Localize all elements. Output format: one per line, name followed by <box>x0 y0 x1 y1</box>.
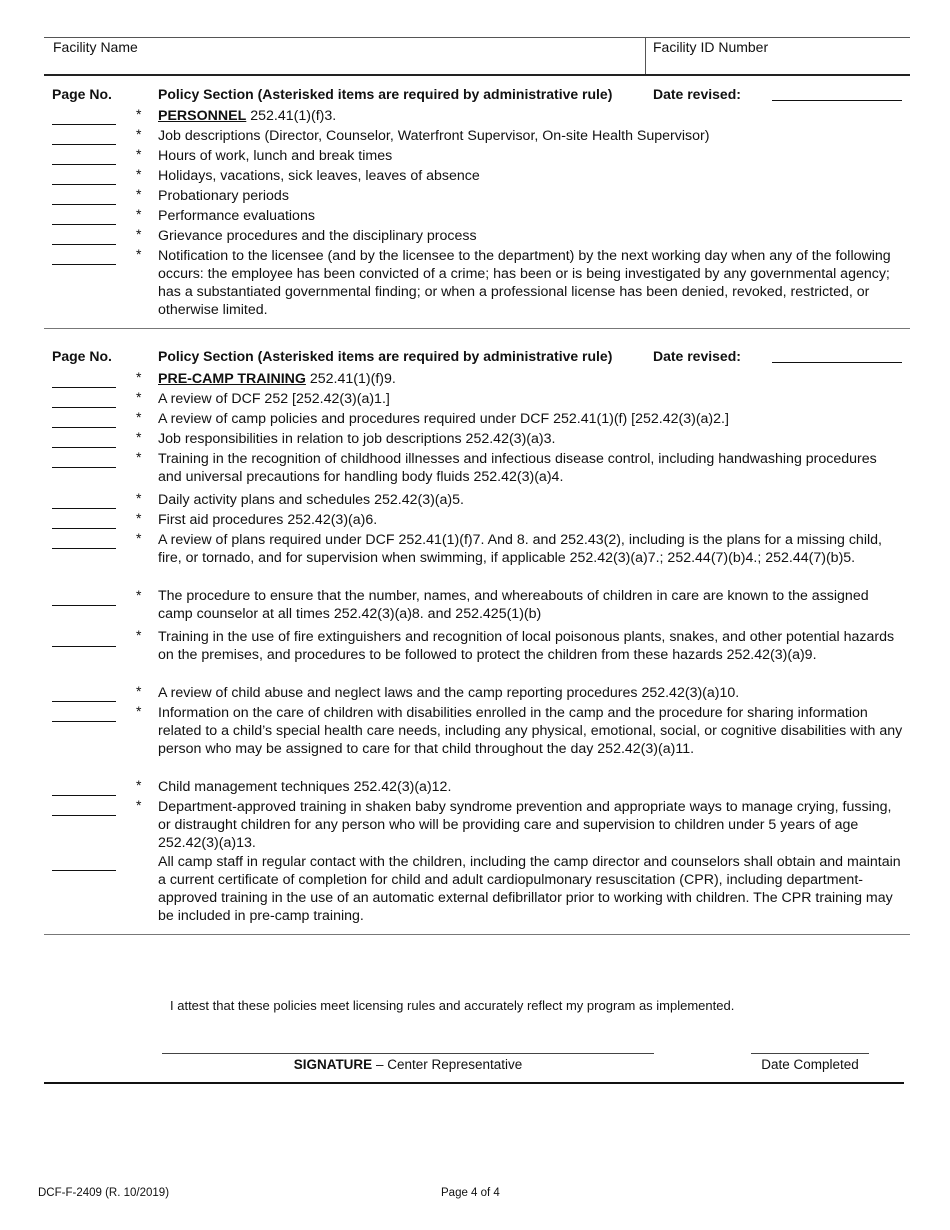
required-asterisk: * <box>136 703 142 719</box>
policy-item: Training in the use of fire extinguishers and recognition of local poisonous plants, snakes, and other potential hazards on the premises, and procedures to be followed to protect the children from these hazards 252.42(3)(a)9. <box>158 629 895 663</box>
page-no-field[interactable] <box>52 264 116 265</box>
policy-section-header: Policy Section (Asterisked items are required by administrative rule) <box>158 86 613 102</box>
policy-item: Performance evaluations <box>158 208 315 224</box>
required-asterisk: * <box>136 389 142 405</box>
policy-item: Child management techniques 252.42(3)(a)12. <box>158 779 452 795</box>
signature-caption <box>162 1057 654 1072</box>
page-no-field[interactable] <box>52 646 116 647</box>
page-no-field[interactable] <box>52 528 116 529</box>
policy-item: The procedure to ensure that the number, names, and whereabouts of children in care are known to the assigned camp counselor at all times 252.42(3)(a)8. and 252.425(1)(b) <box>158 588 869 622</box>
page-no-field[interactable] <box>52 387 116 388</box>
policy-item: Holidays, vacations, sick leaves, leaves of absence <box>158 168 480 184</box>
required-asterisk: * <box>136 166 142 182</box>
policy-item: First aid procedures 252.42(3)(a)6. <box>158 512 378 528</box>
required-asterisk: * <box>136 490 142 506</box>
section-title-ref: 252.41(1)(f)9. <box>305 371 396 387</box>
page-no-field[interactable] <box>52 204 116 205</box>
policy-item: A review of DCF 252 [252.42(3)(a)1.] <box>158 391 390 407</box>
policy-item: A review of plans required under DCF 252.41(1)(f)7. And 8. and 252.43(2), including is the plans for a missing child, fire, or tornado, and for supervision when swimming, if applicable 252.42(3)(a)7.; 252.44(7)(b)4.; 252.44(7)(b)5. <box>158 532 882 566</box>
policy-section-header: Policy Section (Asterisked items are required by administrative rule) <box>158 348 613 364</box>
page-no-field[interactable] <box>52 427 116 428</box>
policy-item: A review of camp policies and procedures required under DCF 252.41(1)(f) [252.42(3)(a)2.] <box>158 411 729 427</box>
section-title-text: PRE-CAMP TRAINING <box>158 371 306 387</box>
page-no-field[interactable] <box>52 447 116 448</box>
policy-item: Grievance procedures and the disciplinary process <box>158 228 477 244</box>
page-no-field[interactable] <box>52 467 116 468</box>
page-no-field[interactable] <box>52 144 116 145</box>
page-no-field[interactable] <box>52 721 116 722</box>
required-asterisk: * <box>136 797 142 813</box>
date-revised-field[interactable] <box>772 362 902 363</box>
page-no-header: Page No. <box>52 348 112 364</box>
policy-item: Probationary periods <box>158 188 289 204</box>
section-title-text: PERSONNEL <box>158 108 247 124</box>
date-completed-line[interactable] <box>751 1053 869 1054</box>
required-asterisk: * <box>136 587 142 603</box>
policy-item: Job responsibilities in relation to job descriptions 252.42(3)(a)3. <box>158 431 556 447</box>
required-asterisk: * <box>136 369 142 385</box>
required-asterisk: * <box>136 777 142 793</box>
policy-item: Job descriptions (Director, Counselor, Waterfront Supervisor, On-site Health Supervisor) <box>158 128 710 144</box>
page-no-field[interactable] <box>52 184 116 185</box>
date-completed-label: Date Completed <box>761 1057 859 1072</box>
form-id: DCF-F-2409 (R. 10/2019) <box>38 1187 170 1199</box>
required-asterisk: * <box>136 126 142 142</box>
required-asterisk: * <box>136 683 142 699</box>
date-revised-label: Date revised: <box>653 348 741 364</box>
attestation-text: I attest that these policies meet licensing rules and accurately reflect my program as implemented. <box>170 998 735 1013</box>
policy-item: Department-approved training in shaken baby syndrome prevention and appropriate ways to manage crying, fussing, or distraught children for any person who will be providing care and supervision to children under 5 years of age 252.42(3)(a)13. <box>158 799 892 851</box>
policy-item: Information on the care of children with disabilities enrolled in the camp and the procedure for sharing information related to a child’s special health care needs, including any physical, emotional, social, or cognitive disabilities with any person who may be assigned to care for that child throughout the day 252.42(3)(a)11. <box>158 705 903 757</box>
page-no-field[interactable] <box>52 701 116 702</box>
page-number: Page 4 of 4 <box>441 1187 500 1199</box>
page-no-field[interactable] <box>52 224 116 225</box>
policy-item: A review of child abuse and neglect laws and the camp reporting procedures 252.42(3)(a)10. <box>158 685 740 701</box>
date-revised-field[interactable] <box>772 100 902 101</box>
facility-id-label: Facility ID Number <box>653 39 769 55</box>
page-no-field[interactable] <box>52 815 116 816</box>
page-no-header: Page No. <box>52 86 112 102</box>
required-asterisk: * <box>136 429 142 445</box>
required-asterisk: * <box>136 146 142 162</box>
section-title-ref: 252.41(1)(f)3. <box>246 108 337 124</box>
policy-item: Daily activity plans and schedules 252.42(3)(a)5. <box>158 492 464 508</box>
page-no-field[interactable] <box>52 870 116 871</box>
header-divider <box>645 37 646 74</box>
page-no-field[interactable] <box>52 164 116 165</box>
page-no-field[interactable] <box>52 407 116 408</box>
required-asterisk: * <box>136 186 142 202</box>
bottom-rule <box>44 1082 904 1084</box>
date-revised-label: Date revised: <box>653 86 741 102</box>
required-asterisk: * <box>136 449 142 465</box>
section-title <box>158 107 903 125</box>
facility-name-label: Facility Name <box>53 39 138 55</box>
signature-label: SIGNATURE <box>293 1057 373 1072</box>
page-no-field[interactable] <box>52 508 116 509</box>
policy-item: Hours of work, lunch and break times <box>158 148 393 164</box>
section-divider <box>44 934 910 935</box>
required-asterisk: * <box>136 409 142 425</box>
signature-role: – Center Representative <box>372 1057 523 1072</box>
section-divider <box>44 328 910 329</box>
required-asterisk: * <box>136 627 142 643</box>
required-asterisk: * <box>136 226 142 242</box>
required-asterisk: * <box>136 206 142 222</box>
policy-item: Training in the recognition of childhood illnesses and infectious disease control, including handwashing procedures and universal precautions for handling body fluids 252.42(3)(a)4. <box>158 451 877 485</box>
required-asterisk: * <box>136 106 142 122</box>
policy-item: All camp staff in regular contact with the children, including the camp director and counselors shall obtain and maintain a current certificate of completion for child and adult cardiopulmonary resuscitation (CPR), including department-approved training in the use of an automatic external defibrillator prior to working with children. The CPR training may be included in pre-camp training. <box>158 854 901 924</box>
page-no-field[interactable] <box>52 795 116 796</box>
required-asterisk: * <box>136 246 142 262</box>
page-no-field[interactable] <box>52 124 116 125</box>
page-no-field[interactable] <box>52 244 116 245</box>
section-title <box>158 370 903 388</box>
signature-line[interactable] <box>162 1053 654 1054</box>
required-asterisk: * <box>136 510 142 526</box>
page-no-field[interactable] <box>52 605 116 606</box>
facility-header <box>44 37 910 76</box>
page-no-field[interactable] <box>52 548 116 549</box>
required-asterisk: * <box>136 530 142 546</box>
policy-item: Notification to the licensee (and by the licensee to the department) by the next working day when any of the following occurs: the employee has been convicted of a crime; has been or is being investigated by any governmental agency; has a substantiated governmental finding; or when a professional license has been denied, revoked, restricted, or otherwise limited. <box>158 248 891 318</box>
